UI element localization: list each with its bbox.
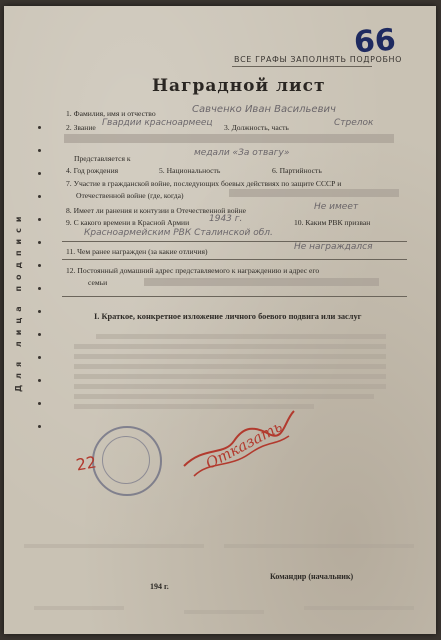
value-army-since: 1943 г. (209, 214, 243, 224)
side-label: Для лица подписи (14, 210, 23, 392)
field-draft-office: 10. Каким РВК призван (294, 218, 371, 227)
field-nationality: 5. Национальность (159, 166, 221, 175)
value-position: Стрелок (334, 118, 374, 128)
field-birth-year: 4. Год рождения (66, 166, 119, 175)
value-full-name: Савченко Иван Васильевич (192, 104, 336, 115)
award-sheet (4, 6, 436, 634)
header-note: ВСЕ ГРАФЫ ЗАПОЛНЯТЬ ПОДРОБНО (234, 55, 403, 64)
value-wounds: Не имеет (314, 202, 359, 212)
divider-2 (62, 259, 407, 260)
footer-year: 194 г. (150, 582, 169, 591)
red-annotation-number: 22 (74, 452, 98, 475)
value-previous-awards: Не награждался (294, 242, 373, 252)
document-title: Наградной лист (152, 76, 326, 96)
field-position: 3. Должность, часть (224, 123, 289, 132)
field-wounds: 8. Имеет ли ранения и контузии в Отечественной войне (66, 206, 247, 215)
divider-3 (62, 296, 407, 297)
section-heading: I. Краткое, конкретное изложение личного боевого подвига или заслуг (94, 312, 362, 321)
field-home-address: 12. Постоянный домашний адрес представляемого к награждению и адрес его (66, 266, 320, 275)
footer-commander: Командир (начальник) (270, 572, 354, 581)
value-rank: Гвардии красноармеец (102, 118, 213, 128)
archive-number: 66 (352, 22, 397, 61)
value-nominated: медали «За отвагу» (194, 148, 290, 158)
field-full-name: 1. Фамилия, имя и отчество (66, 109, 156, 118)
value-draft-office: Красноармейским РВК Сталинской обл. (84, 228, 273, 238)
red-annotation-word: Отказать (202, 417, 286, 473)
punch-holes (38, 126, 42, 456)
field-war-participation: 7. Участие в гражданской войне, последующих боевых действиях по защите СССР и (66, 179, 342, 188)
field-party: 6. Партийность (272, 166, 322, 175)
redacted-unit (64, 134, 394, 143)
field-war-participation-2: Отечественной войне (где, когда) (76, 191, 184, 200)
official-stamp (92, 426, 162, 496)
redacted-address (144, 278, 379, 286)
field-previous-awards: 11. Чем ранее награжден (за какие отличия) (66, 247, 208, 256)
field-rank: 2. Звание (66, 123, 96, 132)
field-nominated: Представляется к (74, 154, 131, 163)
header-underline (232, 66, 372, 67)
field-army-since: 9. С какого времени в Красной Армии (66, 218, 190, 227)
field-home-address-2: семьи (88, 278, 108, 287)
redacted-front (229, 189, 399, 197)
